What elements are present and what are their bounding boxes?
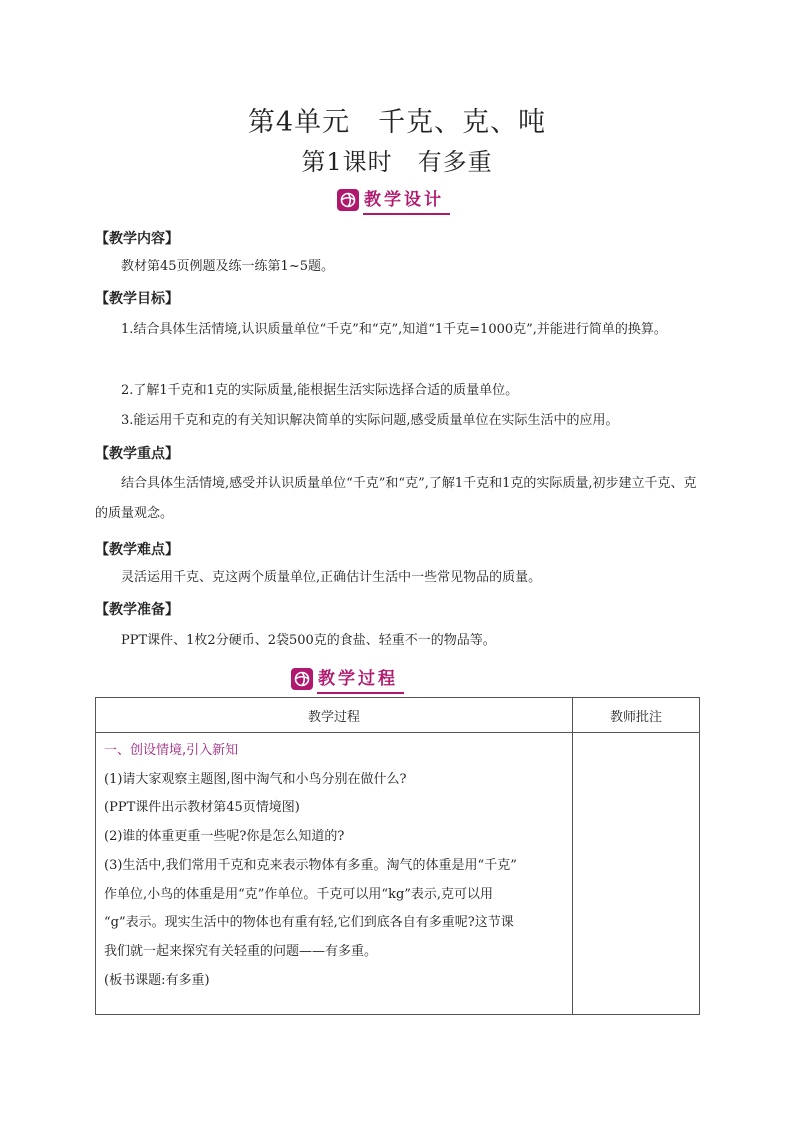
step-title: 一、创设情境,引入新知 [104, 743, 239, 758]
header-teacher-notes: 教师批注 [573, 698, 700, 733]
process-line: (2)谁的体重更重一些呢?你是怎么知道的? [104, 829, 345, 845]
preparation-para: PPT课件、1枚2分硬币、2袋500克的食盐、轻重不一的物品等。 [121, 633, 496, 648]
teaching-process-badge [291, 667, 398, 691]
section-head-key-points: 【教学重点】 [95, 446, 179, 462]
badge-underline [317, 692, 404, 694]
process-line: (3)生活中,我们常用千克和克来表示物体有多重。淘气的体重是用“千克” [104, 857, 517, 873]
table-row [96, 733, 700, 1015]
badge-label: 教学过程 [318, 669, 398, 689]
flower-logo-icon [291, 668, 313, 690]
goal-para-3: 3.能运用千克和克的有关知识解决简单的实际问题,感受质量单位在实际生活中的应用。 [121, 413, 619, 428]
section-head-content: 【教学内容】 [95, 231, 179, 247]
section-head-goals: 【教学目标】 [95, 291, 179, 307]
key-points-para: 结合具体生活情境,感受并认识质量单位“千克”和“克”,了解1千克和1克的实际质量,初步建立千克、克的质量观念。 [95, 476, 697, 521]
process-line: 我们就一起来探究有关轻重的问题——有多重。 [104, 943, 378, 959]
table-header-row [96, 698, 700, 733]
badge-label: 教学设计 [364, 190, 444, 210]
section-head-difficulties: 【教学难点】 [95, 542, 179, 558]
process-line: “g”表示。现实生活中的物体也有重有轻,它们到底各自有多重呢?这节课 [104, 915, 514, 931]
teaching-process-table [95, 697, 700, 1015]
process-line: 作单位,小鸟的体重是用“克”作单位。千克可以用“kg”表示,克可以用 [104, 886, 494, 902]
difficulties-para: 灵活运用千克、克这两个质量单位,正确估计生活中一些常见物品的质量。 [121, 570, 542, 585]
unit-title: 第4单元 千克、克、吨 [247, 107, 547, 138]
content-para: 教材第45页例题及练一练第1~5题。 [121, 259, 334, 274]
goal-para-1: 1.结合具体生活情境,认识质量单位“千克”和“克”,知道“1千克=1000克”,并能进行简单的换算。 [121, 322, 667, 337]
section-head-preparation: 【教学准备】 [95, 602, 179, 618]
process-line: (1)请大家观察主题图,图中淘气和小鸟分别在做什么? [104, 771, 407, 787]
badge-underline [363, 213, 450, 215]
lesson-title: 第1课时 有多重 [301, 148, 493, 176]
process-line: (PPT课件出示教材第45页情境图) [104, 800, 300, 816]
goal-para-2: 2.了解1千克和1克的实际质量,能根据生活实际选择合适的质量单位。 [121, 383, 519, 398]
header-process: 教学过程 [96, 698, 573, 733]
flower-logo-icon [337, 189, 359, 211]
process-cell [96, 733, 573, 1015]
teaching-design-badge [337, 188, 444, 212]
process-line: (板书课题:有多重) [104, 972, 210, 988]
teacher-notes-cell [573, 733, 700, 1015]
